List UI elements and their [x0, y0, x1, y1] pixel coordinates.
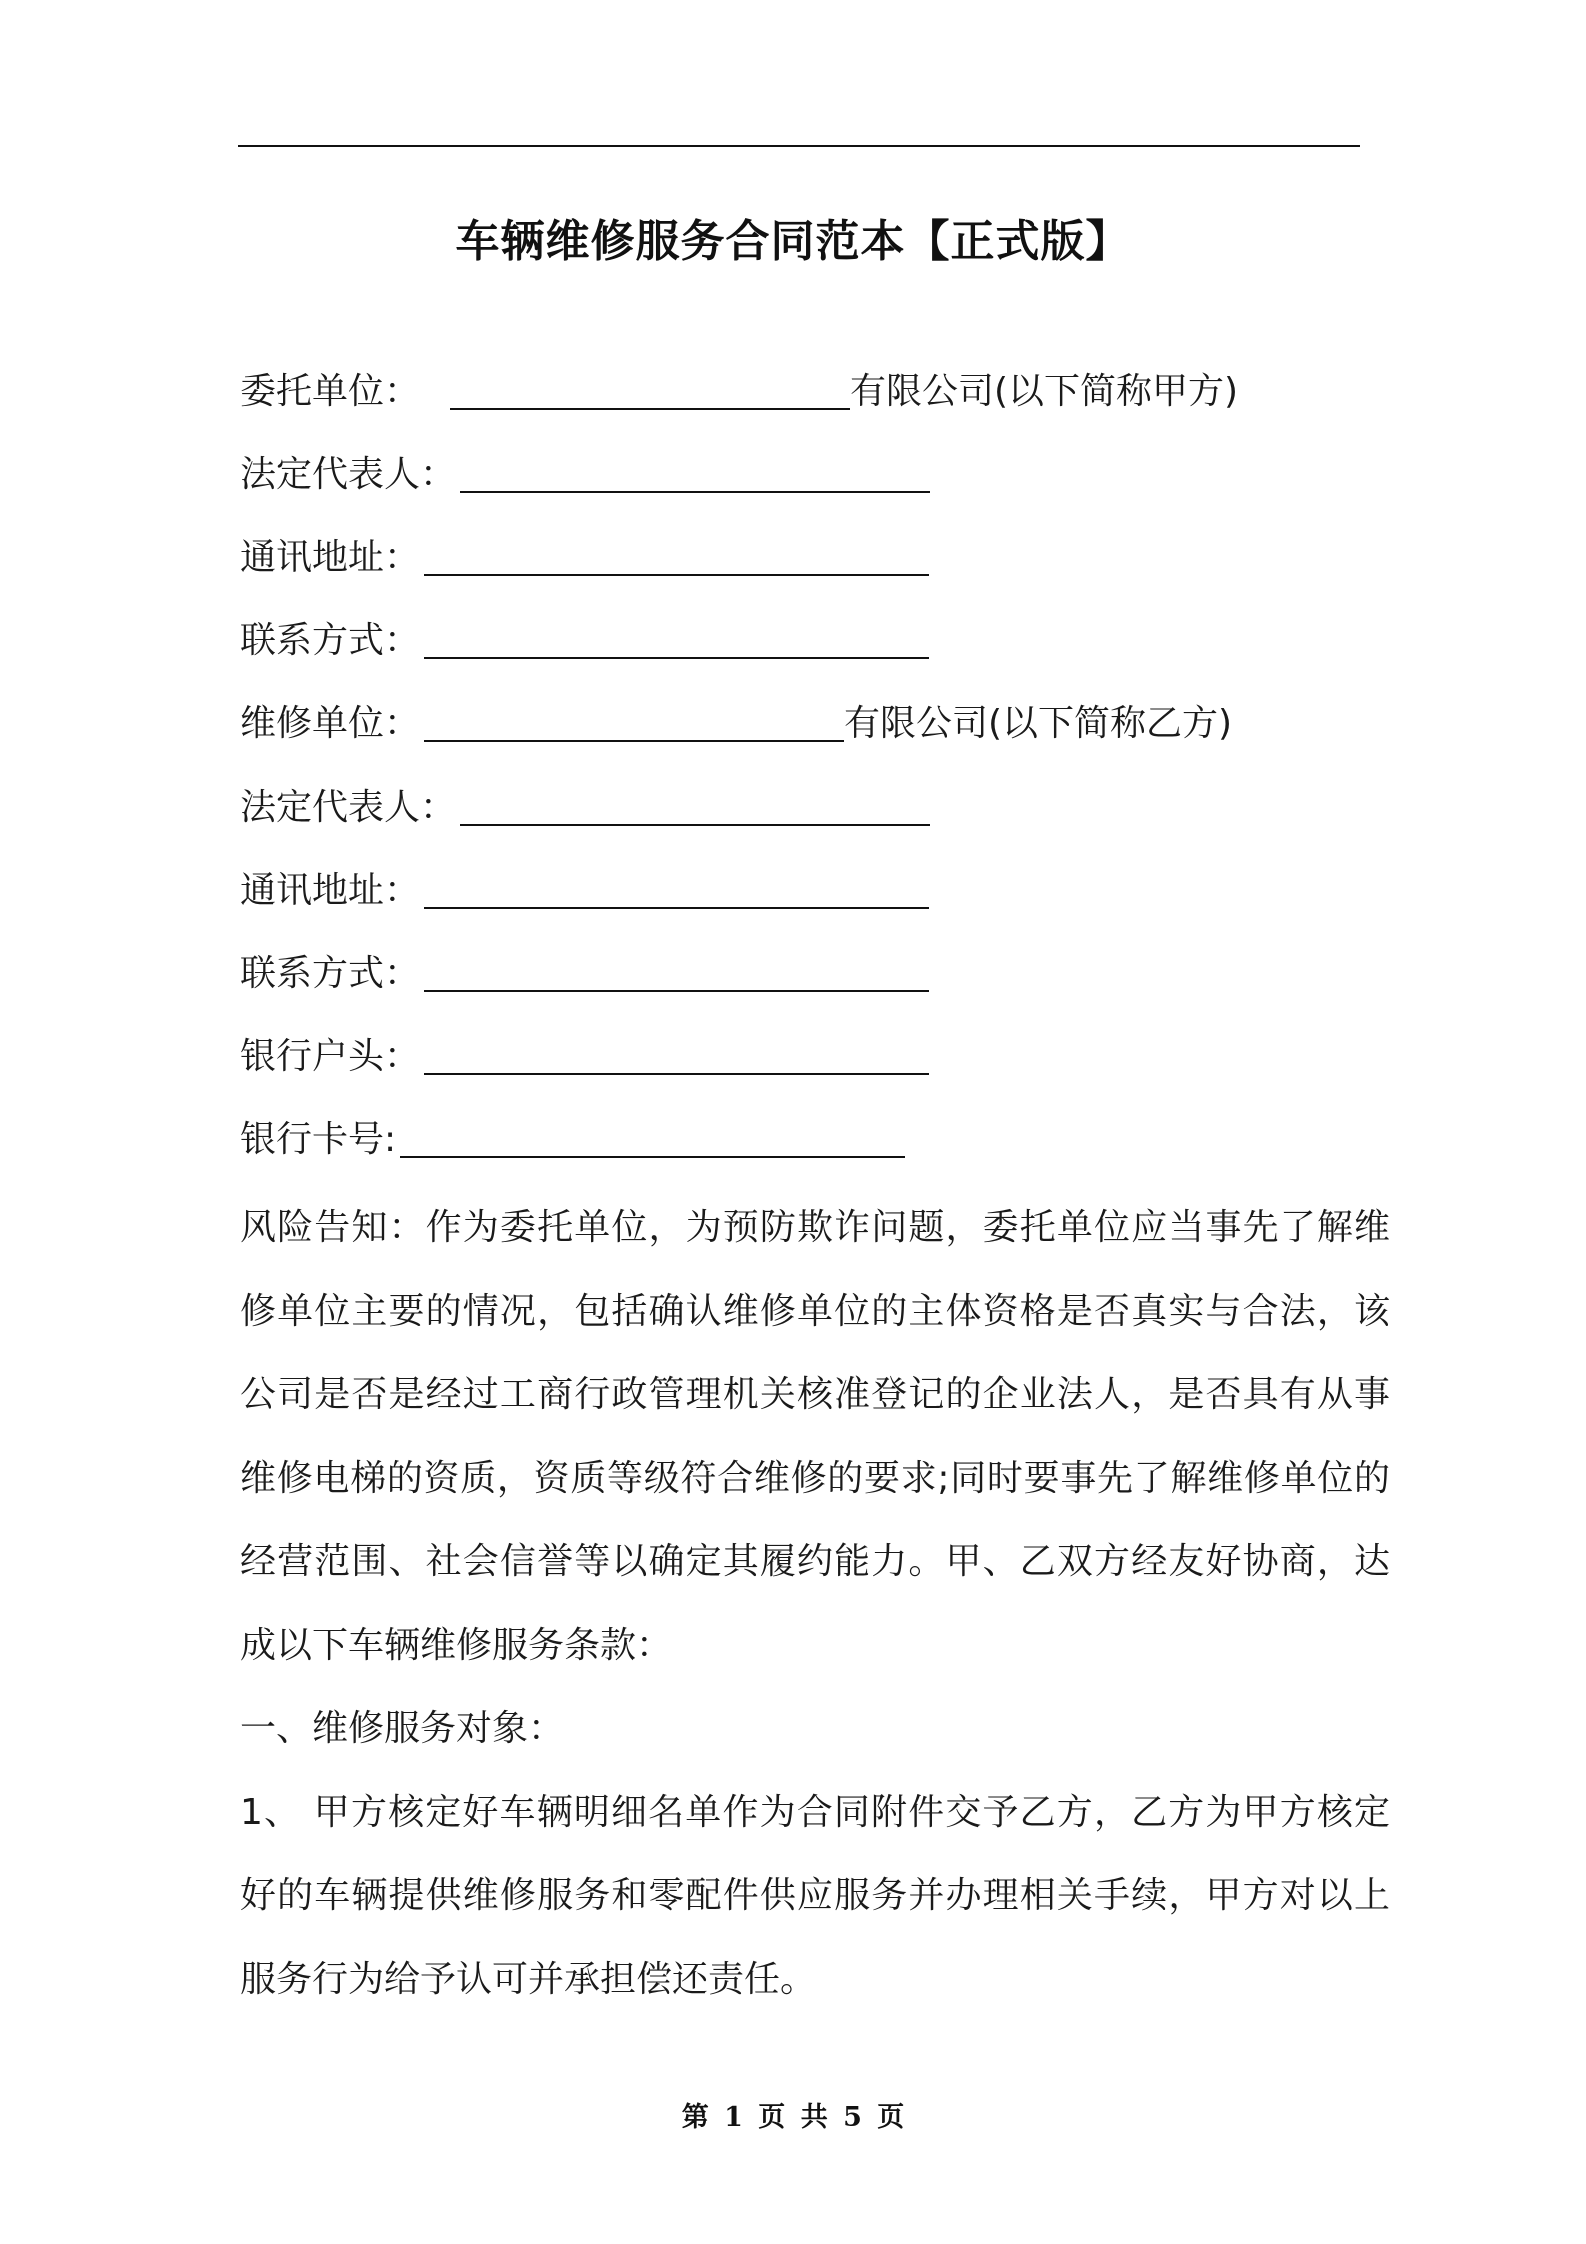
page-indicator: 第 1 页 共 5 页	[681, 2102, 905, 2133]
legal-rep-a-blank[interactable]	[460, 445, 930, 493]
repair-unit-blank[interactable]	[424, 694, 844, 742]
field-suffix: 有限公司(以下简称甲方)	[850, 371, 1239, 412]
field-label: 联系方式：	[240, 953, 421, 994]
field-repair-unit	[240, 686, 1232, 746]
contact-a-blank[interactable]	[424, 611, 929, 659]
clause-paragraph: 1、 甲方核定好车辆明细名单作为合同附件交予乙方，乙方为甲方核定好的车辆提供维修服务和零配件供应服务并办理相关手续，甲方对以上服务行为给予认可并承担偿还责任。	[240, 1791, 1390, 2000]
field-label: 通讯地址：	[240, 537, 421, 578]
field-label: 维修单位：	[240, 703, 421, 744]
document-title: 车辆维修服务合同范本【正式版】	[455, 216, 1131, 267]
header-rule	[238, 145, 1360, 147]
risk-notice-paragraph: 风险告知：作为委托单位，为预防欺诈问题，委托单位应当事先了解维修单位主要的情况，包括确认维修单位的主体资格是否真实与合法，该公司是否是经过工商行政管理机关核准登记的企业法人，是否具有从事维修电梯的资质，资质等级符合维修的要求;同时要事先了解维修单位的经营范围、社会信誉等以确定其履约能力。甲、乙双方经友好协商，达成以下车辆维修服务条款：	[240, 1207, 1390, 1666]
field-label: 法定代表人：	[240, 454, 457, 495]
field-contact-a	[240, 603, 929, 663]
field-label: 联系方式：	[240, 620, 421, 661]
field-address-b	[240, 853, 929, 913]
field-bank-account-name	[240, 1019, 929, 1079]
field-client-unit	[240, 354, 1238, 414]
field-suffix: 有限公司(以下简称乙方)	[844, 703, 1233, 744]
bank-card-number-blank[interactable]	[400, 1110, 905, 1158]
field-legal-rep-b	[240, 770, 930, 830]
field-contact-b	[240, 936, 929, 996]
legal-rep-b-blank[interactable]	[460, 778, 930, 826]
field-legal-rep-a	[240, 437, 930, 497]
field-label: 通讯地址：	[240, 870, 421, 911]
contact-b-blank[interactable]	[424, 944, 929, 992]
field-label: 银行卡号:	[240, 1119, 397, 1160]
field-label: 银行户头：	[240, 1036, 421, 1077]
address-b-blank[interactable]	[424, 861, 929, 909]
client-unit-blank[interactable]	[450, 362, 850, 410]
address-a-blank[interactable]	[424, 528, 929, 576]
section-heading: 一、维修服务对象：	[240, 1708, 565, 1749]
field-bank-card-number	[240, 1102, 905, 1162]
bank-account-name-blank[interactable]	[424, 1027, 929, 1075]
field-address-a	[240, 520, 929, 580]
field-label: 法定代表人：	[240, 787, 457, 828]
field-label: 委托单位：	[240, 371, 421, 412]
contract-body	[240, 1186, 1390, 2021]
